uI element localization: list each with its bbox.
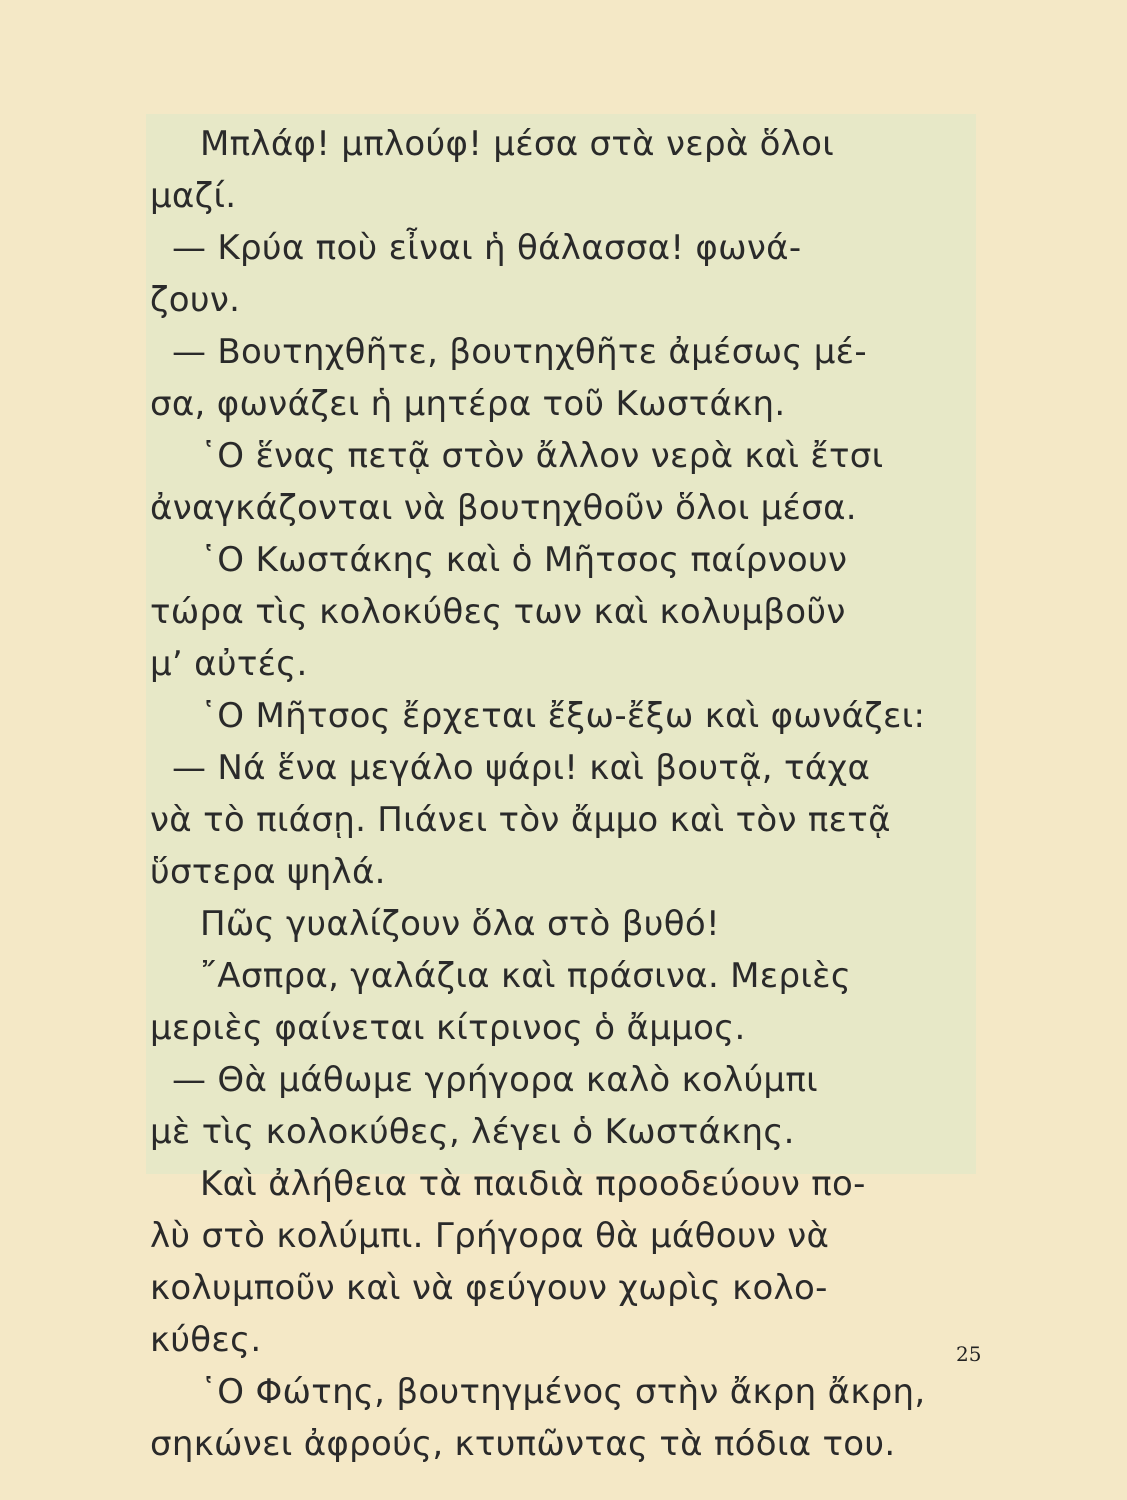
text-line: — Κρύα ποὺ εἶναι ἡ θάλασσα! φωνά- <box>172 228 802 268</box>
text-line: — Νά ἕνα μεγάλο ψάρι! καὶ βουτᾷ, τάχα <box>172 748 871 788</box>
text-line: σηκώνει ἀφρούς, κτυπῶντας τὰ πόδια του. <box>150 1424 896 1464</box>
text-line: ῾Ο Κωστάκης καὶ ὁ Μῆτσος παίρνουν <box>200 540 848 580</box>
text-line: Καὶ ἀλήθεια τὰ παιδιὰ προοδεύουν πο- <box>200 1164 866 1204</box>
text-line: ῎Ασπρα, γαλάζια καὶ πράσινα. Μεριὲς <box>200 956 852 996</box>
text-line: μ’ αὐτές. <box>150 644 308 684</box>
text-line: κολυμποῦν καὶ νὰ φεύγουν χωρὶς κολο- <box>150 1268 828 1308</box>
text-line: ῾Ο Φώτης, βουτηγμένος στὴν ἄκρη ἄκρη, <box>200 1372 926 1412</box>
text-line: νὰ τὸ πιάσῃ. Πιάνει τὸν ἄμμο καὶ τὸν πετᾷ <box>150 800 891 840</box>
text-line: ὕστερα ψηλά. <box>150 852 386 892</box>
text-line: Μπλάφ! μπλούφ! μέσα στὰ νερὰ ὅλοι <box>200 124 835 164</box>
text-line: σα, φωνάζει ἡ μητέρα τοῦ Κωστάκη. <box>150 384 786 424</box>
text-line: Πῶς γυαλίζουν ὅλα στὸ βυθό! <box>200 904 720 944</box>
text-line: — Βουτηχθῆτε, βουτηχθῆτε ἀμέσως μέ- <box>172 332 867 372</box>
text-line: λὺ στὸ κολύμπι. Γρήγορα θὰ μάθουν νὰ <box>150 1216 830 1256</box>
text-line: ῾Ο Μῆτσος ἔρχεται ἔξω-ἔξω καὶ φωνάζει: <box>200 696 926 736</box>
text-line: μαζί. <box>150 176 237 216</box>
text-line: — Θὰ μάθωμε γρήγορα καλὸ κολύμπι <box>172 1060 818 1100</box>
text-line: κύθες. <box>150 1320 262 1360</box>
text-line: τώρα τὶς κολοκύθες των καὶ κολυμβοῦν <box>150 592 846 632</box>
page-number: 25 <box>956 1342 982 1366</box>
text-line: ἀναγκάζονται νὰ βουτηχθοῦν ὅλοι μέσα. <box>150 488 857 528</box>
text-line: μὲ τὶς κολοκύθες, λέγει ὁ Κωστάκης. <box>150 1112 795 1152</box>
text-line: μεριὲς φαίνεται κίτρινος ὁ ἄμμος. <box>150 1008 746 1048</box>
text-line: ζουν. <box>150 280 241 320</box>
text-line: ῾Ο ἕνας πετᾷ στὸν ἄλλον νερὰ καὶ ἔτσι <box>200 436 884 476</box>
